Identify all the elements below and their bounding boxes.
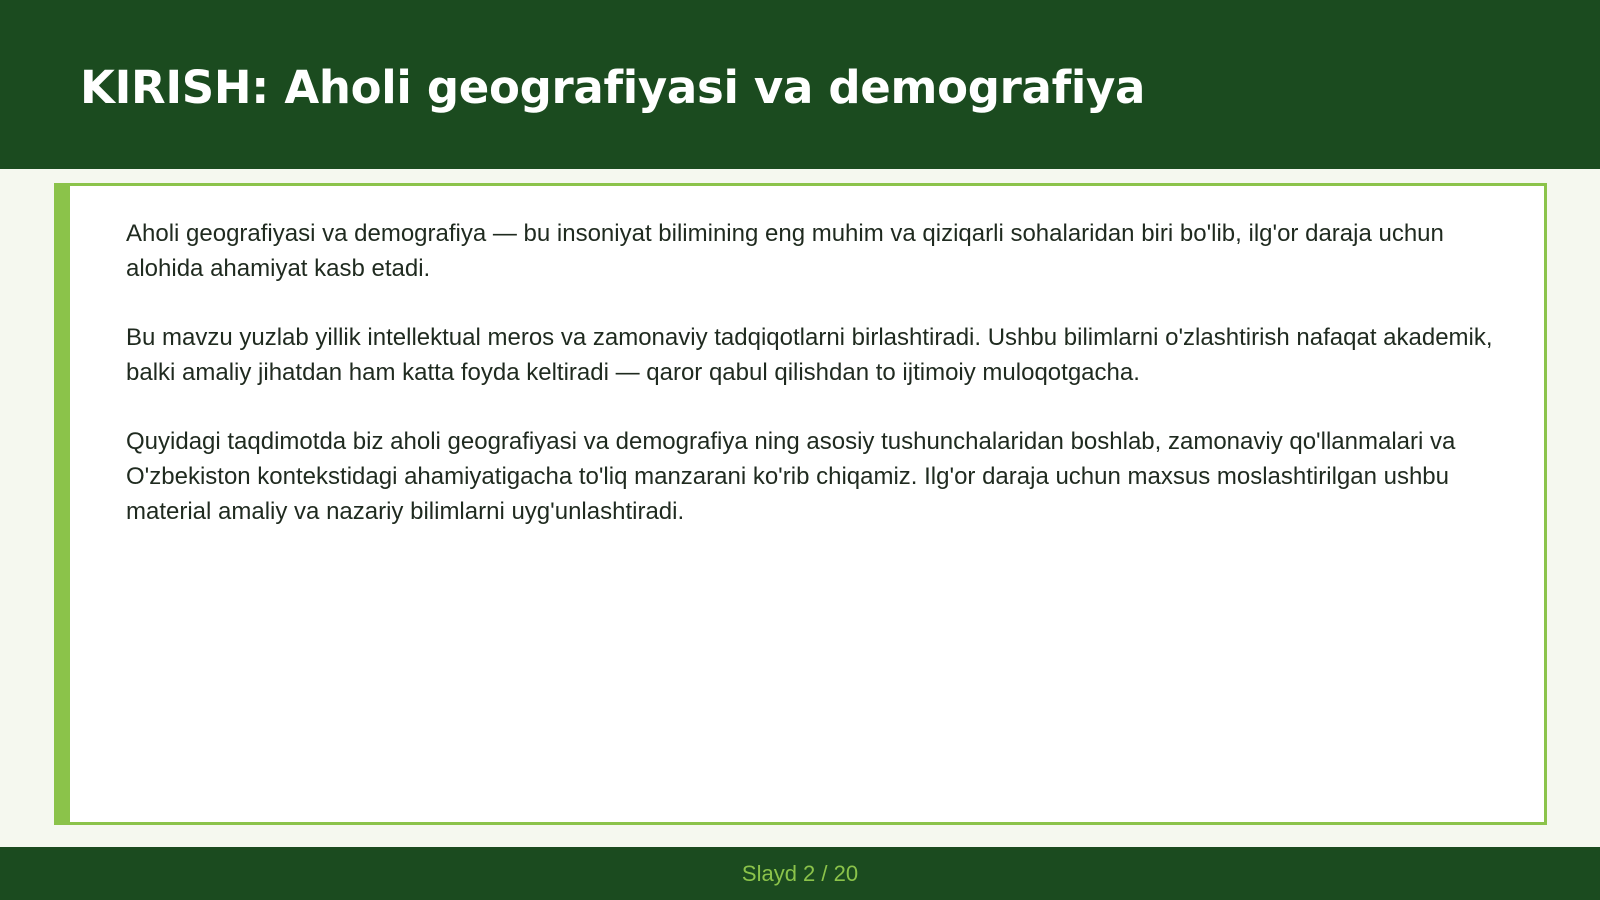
slide-footer [0,847,1600,900]
slide-counter: Slayd 2 / 20 [741,861,859,886]
slide-title: KIRISH: Aholi geografiyasi va demografiya [80,61,1146,114]
paragraph-overview: Quyidagi taqdimotda biz aholi geografiyasi va demografiya ning asosiy tushunchalaridan boshlab, zamonaviy qo'llanmalari va O'zbekiston kontekstidagi ahamiyatigacha to'liq manzarani ko'rib chiqamiz. Ilg'or daraja uchun maxsus moslashtirilgan ushbu material amaliy va nazariy bilimlarni uyg'unlashtiradi. [126,428,1456,525]
slide-header [0,0,1600,169]
content-card [54,183,1547,825]
content-body [126,216,1526,563]
paragraph-heritage: Bu mavzu yuzlab yillik intellektual meros va zamonaviy tadqiqotlarni birlashtiradi. Ushbu bilimlarni o'zlashtirish nafaqat akademik, balki amaliy jihatdan ham katta foyda keltiradi — qaror qabul qilishdan to ijtimoiy muloqotgacha. [126,324,1493,386]
paragraph-intro: Aholi geografiyasi va demografiya — bu insoniyat bilimining eng muhim va qiziqarli sohalaridan biri bo'lib, ilg'or daraja uchun alohida ahamiyat kasb etadi. [126,220,1444,282]
